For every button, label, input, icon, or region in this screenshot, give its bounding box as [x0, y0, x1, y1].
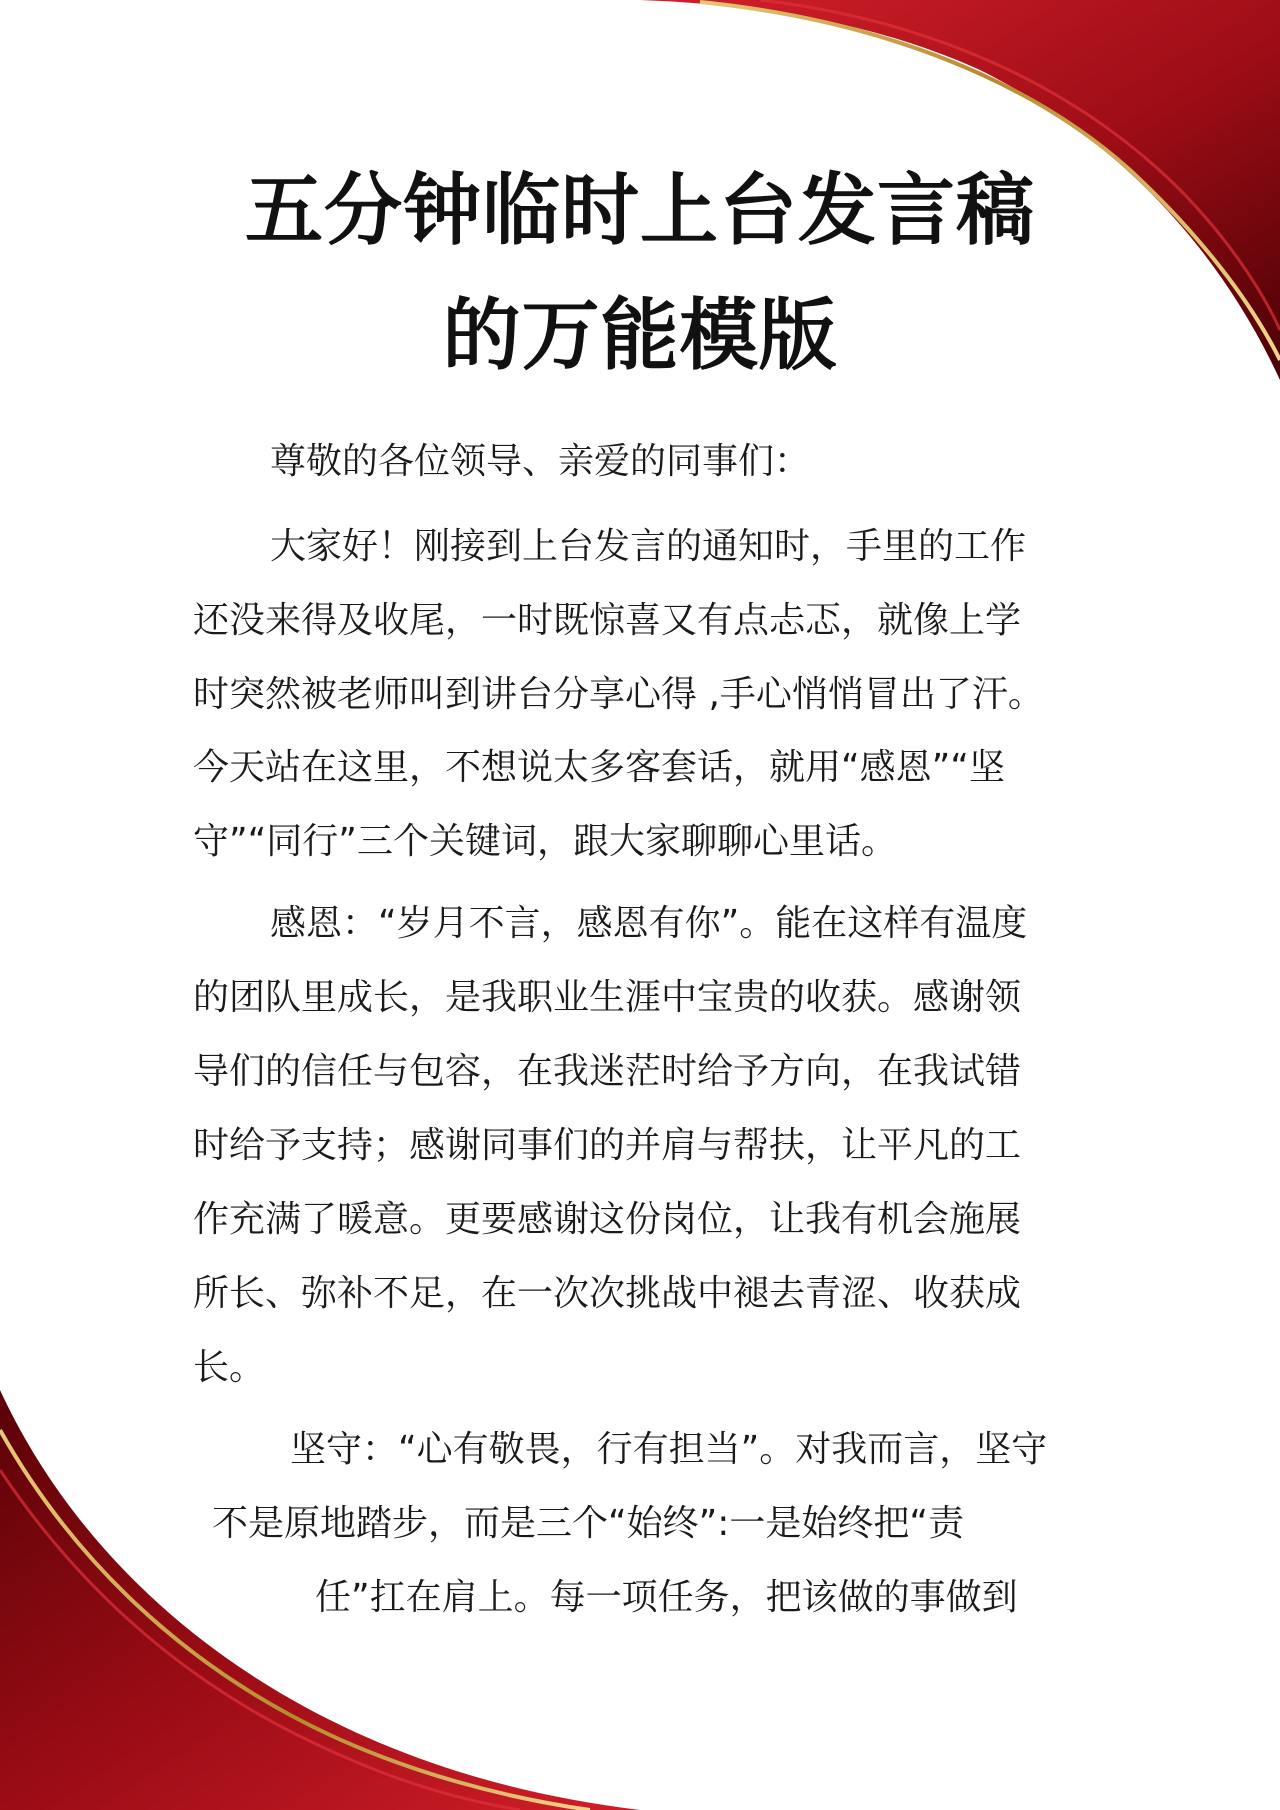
paragraph-1-line: 今天站在这里，不想说太多客套话，就用“感恩”“坚 — [193, 747, 1005, 788]
document-title-line-1: 五分钟临时上台发言稿 — [244, 166, 1035, 256]
paragraph-2-line: 所长、弥补不足，在一次次挑战中褪去青涩、收获成 — [193, 1273, 1022, 1314]
paragraph-3-line: 坚守：“心有敬畏，行有担当”。对我而言，坚守 — [290, 1429, 1048, 1470]
paragraph-2-line: 的团队里成长，是我职业生涯中宝贵的收获。感谢领 — [193, 977, 1022, 1018]
paragraph-2-line: 感恩：“岁月不言，感恩有你”。能在这样有温度 — [270, 903, 1028, 944]
greeting: 尊敬的各位领导、亲爱的同事们： — [270, 441, 811, 482]
paragraph-1-line: 还没来得及收尾，一时既惊喜又有点忐忑，就像上学 — [193, 600, 1022, 641]
paragraph-1-line: 守”“同行”三个关键词，跟大家聊聊心里话。 — [193, 821, 897, 862]
paragraph-2-line: 导们的信任与包容，在我迷茫时给予方向，在我试错 — [193, 1051, 1022, 1092]
paragraph-1-line: 时突然被老师叫到讲台分享心得 ,手心悄悄冒出了汗。 — [193, 674, 1044, 715]
paragraph-2-line: 长。 — [193, 1347, 266, 1388]
document-title-line-2: 的万能模版 — [442, 291, 838, 381]
paragraph-1-line: 大家好！刚接到上台发言的通知时，手里的工作 — [270, 526, 1027, 567]
paragraph-2-line: 时给予支持；感谢同事们的并肩与帮扶，让平凡的工 — [193, 1125, 1022, 1166]
paragraph-3-line: 不是原地踏步，而是三个“始终”:一是始终把“责 — [212, 1503, 965, 1544]
paragraph-2-line: 作充满了暖意。更要感谢这份岗位，让我有机会施展 — [193, 1199, 1022, 1240]
paragraph-3-line: 任”扛在肩上。每一项任务，把该做的事做到 — [315, 1577, 1018, 1618]
